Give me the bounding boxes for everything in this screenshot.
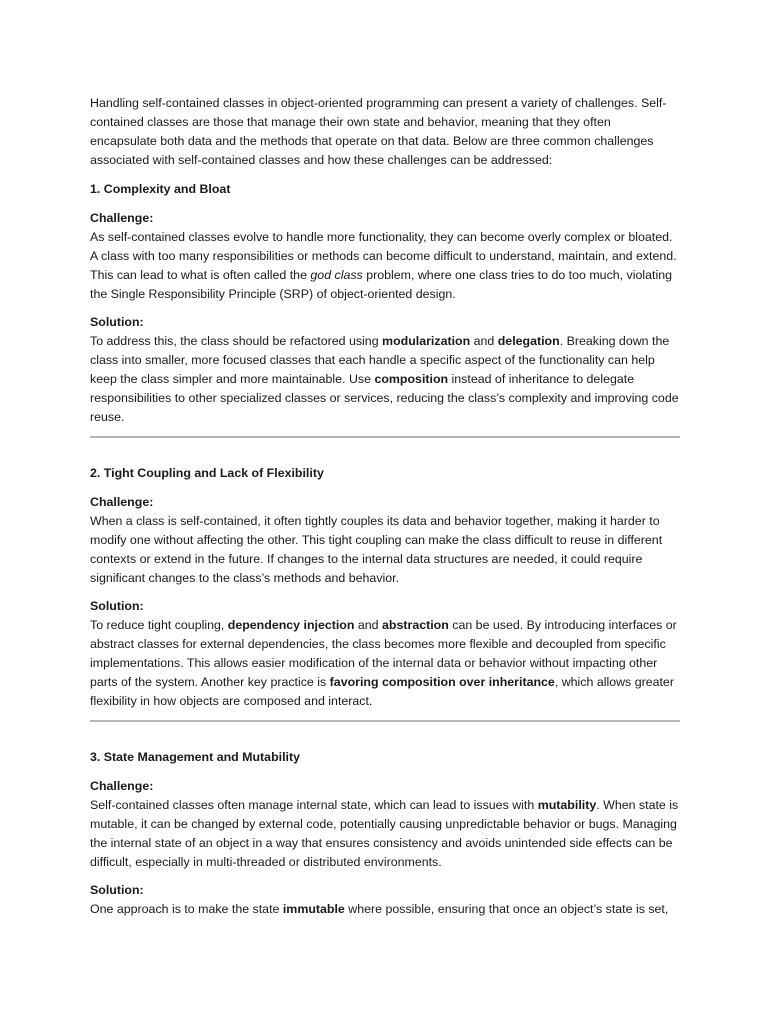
section-complexity-and-bloat	[90, 180, 680, 427]
text-run: One approach is to make the state	[90, 902, 283, 916]
section-divider	[90, 436, 680, 438]
intro-paragraph: Handling self-contained classes in object-oriented programming can present a variety of challenges. Self-contained classes are those that manage their own state and behavior, meaning that they often encapsulate both data and the methods that operate on that data. Below are three common challenges associated with self-contained classes and how these challenges can be addressed:	[90, 96, 667, 167]
text-run: To reduce tight coupling,	[90, 618, 228, 632]
text-run: , which allows greater flexibility in how objects are composed and interact.	[90, 675, 674, 708]
solution-block	[90, 597, 680, 711]
challenge-text	[90, 512, 680, 588]
section-divider	[90, 720, 680, 722]
text-run: can be used. By introducing interfaces or abstract classes for external dependencies, the class becomes more flexible and decoupled from specific implementations. This allows easier modification of the internal data or behavior without impacting other parts of the system. Another key practice is	[90, 618, 677, 689]
text-run: and	[470, 334, 498, 348]
bold-term: composition	[374, 372, 449, 386]
section-tight-coupling	[90, 464, 680, 711]
text-run: and	[354, 618, 383, 632]
section-heading: 1. Complexity and Bloat	[90, 182, 231, 196]
bold-term: immutable	[282, 902, 345, 916]
bold-term: abstraction	[382, 618, 449, 632]
bold-term: favoring composition over inheritance	[329, 675, 555, 689]
solution-label: Solution:	[90, 883, 144, 897]
bold-term: modularization	[382, 334, 471, 348]
document-body	[90, 94, 680, 928]
solution-block	[90, 881, 680, 919]
challenge-block	[90, 209, 680, 304]
solution-text	[90, 332, 680, 427]
text-run: To address this, the class should be refactored using	[90, 334, 383, 348]
text-run: . Breaking down the class into smaller, more focused classes that each handle a specific aspect of the functionality can help keep the class simpler and more maintainable. Use	[90, 334, 670, 386]
section-state-management	[90, 748, 680, 919]
section-heading: 2. Tight Coupling and Lack of Flexibility	[90, 466, 324, 480]
bold-term: dependency injection	[227, 618, 355, 632]
solution-block	[90, 313, 680, 427]
text-run: . When state is mutable, it can be changed by external code, potentially causing unpredictable behavior or bugs. Managing the internal state of an object in a way that ensures consistency and avoids unintended side effects can be difficult, especially in multi-threaded or distributed environments.	[90, 798, 679, 869]
text-run: instead of inheritance to delegate responsibilities to other specialized classes or services, reducing the class’s complexity and improving code reuse.	[90, 372, 679, 424]
italic-term: god class	[310, 268, 363, 282]
challenge-text	[90, 228, 680, 304]
text-run: When a class is self-contained, it often tightly couples its data and behavior together, making it harder to modify one without affecting the other. This tight coupling can make the class difficult to reuse in different contexts or extend in the future. If changes to the internal data structures are needed, it could require significant changes to the class’s methods and behavior.	[90, 514, 663, 585]
bold-term: mutability	[537, 798, 597, 812]
challenge-block	[90, 493, 680, 588]
bold-term: delegation	[497, 334, 560, 348]
text-run: problem, where one class tries to do too much, violating the Single Responsibility Principle (SRP) of object-oriented design.	[90, 268, 672, 301]
challenge-block	[90, 777, 680, 872]
text-run: As self-contained classes evolve to handle more functionality, they can become overly complex or bloated. A class with too many responsibilities or methods can become difficult to understand, maintain, and extend. This can lead to what is often called the	[90, 230, 677, 282]
challenge-label: Challenge:	[90, 779, 154, 793]
section-heading: 3. State Management and Mutability	[90, 750, 300, 764]
text-run: where possible, ensuring that once an object’s state is set,	[344, 902, 669, 916]
challenge-label: Challenge:	[90, 211, 154, 225]
solution-text	[90, 616, 680, 711]
solution-label: Solution:	[90, 315, 144, 329]
solution-text	[90, 900, 680, 919]
challenge-text	[90, 796, 680, 872]
challenge-label: Challenge:	[90, 495, 154, 509]
solution-label: Solution:	[90, 599, 144, 613]
text-run: Self-contained classes often manage internal state, which can lead to issues with	[90, 798, 538, 812]
